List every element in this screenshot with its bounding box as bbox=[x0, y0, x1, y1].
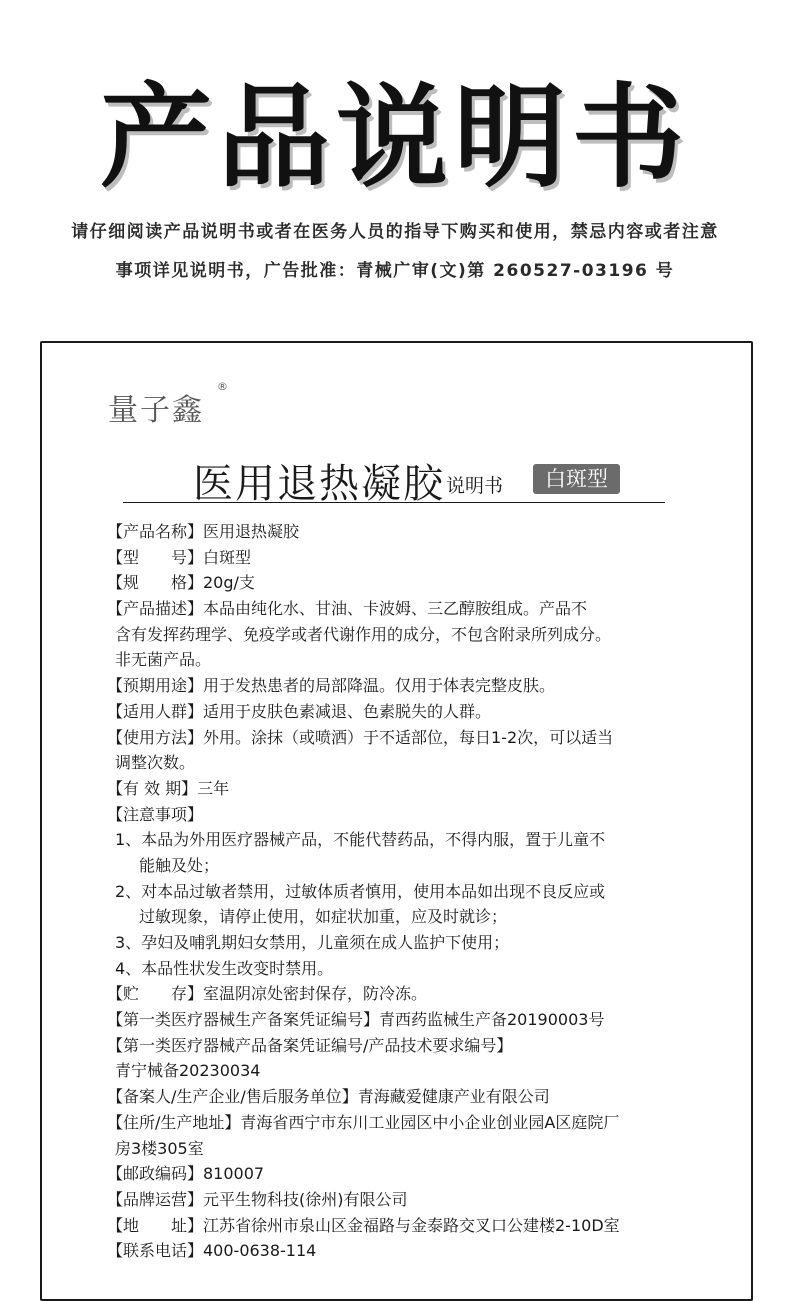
content-line: 2、对本品过敏者禁用，过敏体质者慎用，使用本品如出现不良反应或 bbox=[115, 881, 606, 901]
content-line: 青宁械备20230034 bbox=[115, 1061, 261, 1081]
registered-mark: ® bbox=[217, 380, 228, 393]
advertising-notice-line-2: 事项详见说明书，广告批准：青械广审(文)第 260527-03196 号 bbox=[115, 261, 675, 281]
content-line: 【地 址】江苏省徐州市泉山区金福路与金泰路交叉口公建楼2-10D室 bbox=[107, 1215, 620, 1235]
content-line: 过敏现象，请停止使用，如症状加重，应及时就诊； bbox=[139, 907, 508, 927]
content-line: 【适用人群】适用于皮肤色素减退、色素脱失的人群。 bbox=[107, 701, 492, 721]
content-line: 房3楼305室 bbox=[115, 1138, 204, 1158]
content-line: 【规 格】20g/支 bbox=[107, 573, 255, 593]
content-line: 【预期用途】用于发热患者的局部降温。仅用于体表完整皮肤。 bbox=[107, 676, 556, 696]
content-line: 【备案人/生产企业/售后服务单位】青海藏爱健康产业有限公司 bbox=[107, 1087, 550, 1107]
instruction-subtitle: 说明书 bbox=[446, 475, 504, 497]
content-line: 1、本品为外用医疗器械产品，不能代替药品，不得内服，置于儿童不 bbox=[115, 830, 606, 850]
content-line: 【联系电话】400-0638-114 bbox=[107, 1241, 317, 1261]
content-line: 含有发挥药理学、免疫学或者代谢作用的成分，不包含附录所列成分。 bbox=[115, 624, 612, 644]
content-line: 【第一类医疗器械产品备案凭证编号/产品技术要求编号】 bbox=[107, 1035, 513, 1055]
content-line: 【品牌运营】元平生物科技(徐州)有限公司 bbox=[107, 1189, 408, 1209]
content-line: 【邮政编码】810007 bbox=[107, 1164, 265, 1184]
content-line: 能触及处； bbox=[139, 855, 220, 875]
type-badge: 白斑型 bbox=[533, 464, 620, 494]
content-line: 【使用方法】外用。涂抹（或喷洒）于不适部位，每日1-2次，可以适当 bbox=[107, 727, 614, 747]
page-title: 产品说明书 bbox=[100, 73, 690, 203]
product-title: 医用退热凝胶 bbox=[193, 461, 445, 507]
content-line: 【注意事项】 bbox=[107, 804, 204, 824]
title-divider bbox=[123, 502, 665, 503]
content-line: 调整次数。 bbox=[115, 753, 196, 773]
content-line: 【产品描述】本品由纯化水、甘油、卡波姆、三乙醇胺组成。产品不 bbox=[107, 599, 588, 619]
brand-logo: 量子鑫 bbox=[108, 393, 204, 428]
content-line: 【第一类医疗器械生产备案凭证编号】青西药监械生产备20190003号 bbox=[107, 1010, 605, 1030]
content-line: 【贮 存】室温阴凉处密封保存，防冷冻。 bbox=[107, 984, 428, 1004]
content-line: 3、孕妇及哺乳期妇女禁用，儿童须在成人监护下使用； bbox=[115, 933, 510, 952]
instruction-content bbox=[107, 519, 697, 1264]
content-line: 4、本品性状发生改变时禁用。 bbox=[115, 958, 334, 978]
content-line: 【产品名称】医用退热凝胶 bbox=[107, 522, 300, 541]
content-line: 【型 号】白斑型 bbox=[107, 547, 252, 567]
content-line: 【有 效 期】三年 bbox=[107, 778, 230, 798]
content-line: 非无菌产品。 bbox=[115, 650, 212, 670]
content-line: 【住所/生产地址】青海省西宁市东川工业园区中小企业创业园A区庭院厂 bbox=[107, 1112, 620, 1132]
advertising-notice-line-1: 请仔细阅读产品说明书或者在医务人员的指导下购买和使用，禁忌内容或者注意 bbox=[71, 222, 719, 242]
